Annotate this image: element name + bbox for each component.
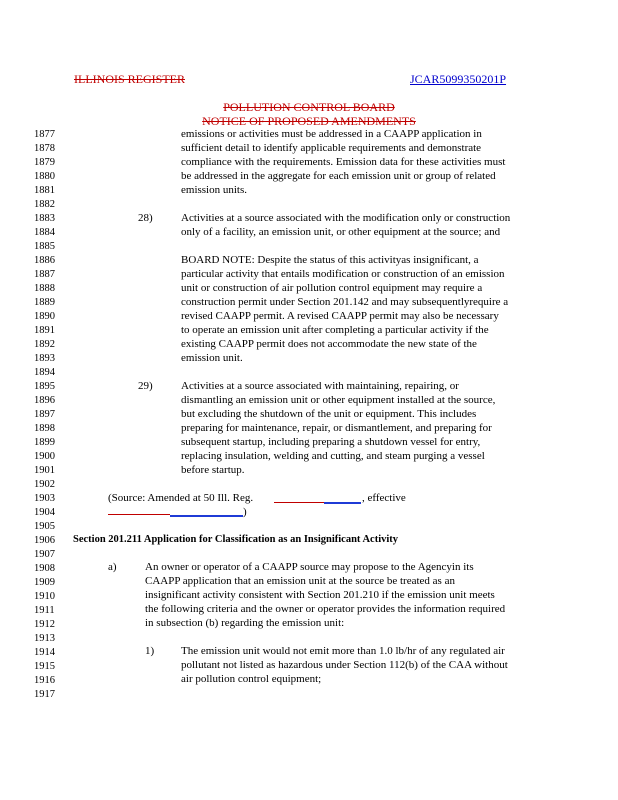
subsection-1-line: air pollution control equipment; xyxy=(181,673,322,685)
line-number: 1913 xyxy=(34,633,55,644)
line-number: 1903 xyxy=(34,493,55,504)
item-28-line: only of a facility, an emission unit, or other equipment at the source; and xyxy=(181,226,501,238)
line-number: 1917 xyxy=(34,689,55,700)
line-number: 1905 xyxy=(34,521,55,532)
item-29-line: subsequent startup, including preparing a shutdown vessel for entry, xyxy=(181,436,481,448)
subsection-a-line: CAAPP application that an emission unit at the source be treated as an xyxy=(145,575,455,587)
source-note-effective: , effective xyxy=(362,492,406,504)
line-number: 1908 xyxy=(34,563,55,574)
board-subtitle: NOTICE OF PROPOSED AMENDMENTS xyxy=(202,114,416,128)
blank-blueline xyxy=(324,502,361,504)
line-number: 1889 xyxy=(34,297,55,308)
body-line: be addressed in the aggregate for each emission unit or group of related xyxy=(181,170,496,182)
line-number: 1904 xyxy=(34,507,55,518)
line-number: 1899 xyxy=(34,437,55,448)
board-note-line: particular activity that entails modification or construction of an emission xyxy=(181,268,505,280)
line-number: 1883 xyxy=(34,213,55,224)
board-note-line: BOARD NOTE: Despite the status of this activityas insignificant, a xyxy=(181,254,479,266)
line-number: 1902 xyxy=(34,479,55,490)
item-29-label: 29) xyxy=(138,380,153,392)
source-note: (Source: Amended at 50 Ill. Reg. xyxy=(108,492,254,504)
line-number: 1881 xyxy=(34,185,55,196)
item-29-line: replacing insulation, welding and cutting, and steam purging a vessel xyxy=(181,450,485,462)
body-line: emission units. xyxy=(181,184,248,196)
line-number: 1900 xyxy=(34,451,55,462)
line-number: 1909 xyxy=(34,577,55,588)
subsection-1-label: 1) xyxy=(145,645,155,657)
line-number: 1895 xyxy=(34,381,55,392)
line-number: 1893 xyxy=(34,353,55,364)
board-note-line: emission unit. xyxy=(181,352,243,364)
board-note-line: construction permit under Section 201.142 and may subsequentlyrequire a xyxy=(181,296,509,308)
subsection-a-line: the following criteria and the owner or operator provides the information required xyxy=(145,603,506,615)
subsection-1-line: pollutant not listed as hazardous under Section 112(b) of the CAA without xyxy=(181,659,508,671)
line-number: 1914 xyxy=(34,647,55,658)
item-29-line: preparing for maintenance, repair, or dismantlement, and preparing for xyxy=(181,422,492,434)
line-number: 1907 xyxy=(34,549,55,560)
blank-redline xyxy=(274,502,324,503)
subsection-a-line: insignificant activity consistent with Section 201.210 if the emission unit meets xyxy=(145,589,495,601)
item-29-line: dismantling an emission unit or other equipment installed at the source, xyxy=(181,394,496,406)
line-number: 1896 xyxy=(34,395,55,406)
board-note-line: revised CAAPP permit. A revised CAAPP permit may also be necessary xyxy=(181,310,499,322)
line-number: 1888 xyxy=(34,283,55,294)
line-number: 1906 xyxy=(34,535,55,546)
line-number: 1911 xyxy=(34,605,55,616)
line-number: 1885 xyxy=(34,241,55,252)
item-29-line: before startup. xyxy=(181,464,245,476)
line-number: 1898 xyxy=(34,423,55,434)
line-number: 1912 xyxy=(34,619,55,630)
line-number: 1901 xyxy=(34,465,55,476)
register-title: ILLINOIS REGISTER xyxy=(74,72,185,86)
board-note-line: unit or construction of air pollution control equipment may require a xyxy=(181,282,483,294)
blank-redline xyxy=(108,514,170,515)
body-line: emissions or activities must be addressed in a CAAPP application in xyxy=(181,128,482,140)
line-number: 1880 xyxy=(34,171,55,182)
line-number: 1886 xyxy=(34,255,55,266)
blank-blueline xyxy=(170,515,243,517)
line-number: 1894 xyxy=(34,367,55,378)
subsection-1-line: The emission unit would not emit more than 1.0 lb/hr of any regulated air xyxy=(181,645,505,657)
line-number: 1915 xyxy=(34,661,55,672)
line-number: 1882 xyxy=(34,199,55,210)
subsection-a-line: An owner or operator of a CAAPP source may propose to the Agencyin its xyxy=(145,561,474,573)
subsection-a-line: in subsection (b) regarding the emission unit: xyxy=(145,617,345,629)
line-number: 1892 xyxy=(34,339,55,350)
line-number: 1891 xyxy=(34,325,55,336)
line-number: 1897 xyxy=(34,409,55,420)
item-29-line: Activities at a source associated with maintaining, repairing, or xyxy=(181,380,459,392)
item-28-line: Activities at a source associated with the modification only or construction xyxy=(181,212,511,224)
line-number: 1916 xyxy=(34,675,55,686)
line-number: 1910 xyxy=(34,591,55,602)
line-number: 1887 xyxy=(34,269,55,280)
body-line: sufficient detail to identify applicable requirements and demonstrate xyxy=(181,142,482,154)
line-number: 1878 xyxy=(34,143,55,154)
board-note-line: existing CAAPP permit does not accommodate the new state of the xyxy=(181,338,477,350)
item-28-label: 28) xyxy=(138,212,153,224)
line-number: 1884 xyxy=(34,227,55,238)
line-number: 1877 xyxy=(34,129,55,140)
line-number: 1890 xyxy=(34,311,55,322)
subsection-a-label: a) xyxy=(108,561,117,573)
item-29-line: but excluding the shutdown of the unit or equipment. This includes xyxy=(181,408,477,420)
line-number: 1879 xyxy=(34,157,55,168)
section-heading: Section 201.211 Application for Classification as an Insignificant Activity xyxy=(73,534,399,545)
source-note-close: ) xyxy=(243,506,247,518)
body-line: compliance with the requirements. Emission data for these activities must xyxy=(181,156,506,168)
board-note-line: to operate an emission unit after completing a particular activity if the xyxy=(181,324,489,336)
board-title: POLLUTION CONTROL BOARD xyxy=(223,100,395,114)
document-code[interactable]: JCAR5099350201P xyxy=(410,72,507,86)
